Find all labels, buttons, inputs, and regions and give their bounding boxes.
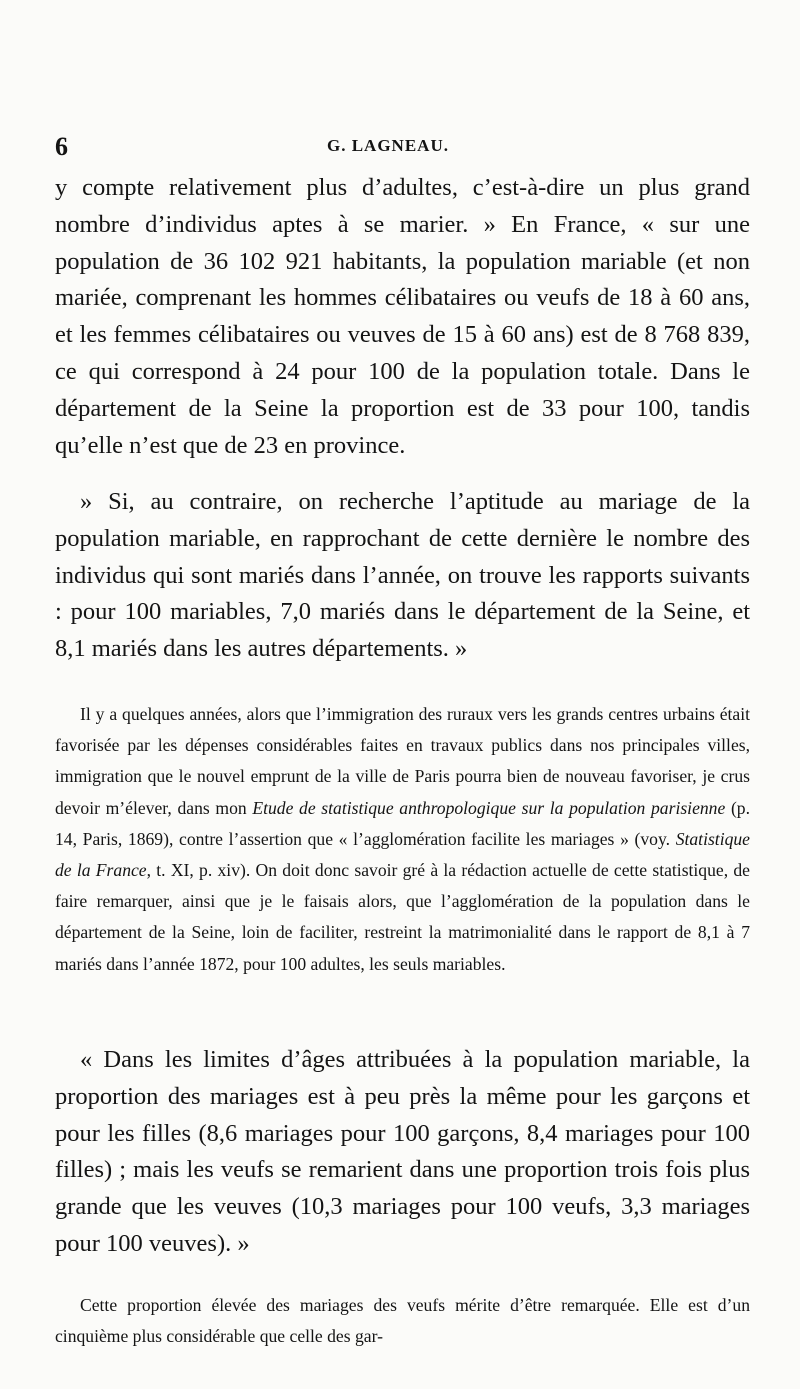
footnote-1-cited-source: Statistique de la France [55,828,750,881]
page-header [55,132,755,162]
footnote-2: Cette proportion élevée des mariages des veufs mérite d’être remarquée. Elle est d’un cinquième plus considérable que celle des gar- [55,1295,750,1347]
footnote-1-text-c: , t. XI, p. xiv). On doit donc savoir gré à la rédaction actuelle de cette statistique, de faire remarquer, ainsi que je le faisais alors, que l’agglomération de la population dans le département de la Seine, loin de faciliter, restreint la matrimonialité dans le rapport de 8,1 à 7 mariés dans l’année 1872, pour 100 adultes, les seuls mariables. [55,860,750,974]
paragraph-3: « Dans les limites d’âges attribuées à la population mariable, la proportion des mariages est à peu près la même pour les garçons et pour les filles (8,6 mariages pour 100 garçons, 8,4 mariages pour 100 filles) ; mais les veufs se remarient dans une proportion trois fois plus grande que les veuves (10,3 mariages pour 100 veufs, 3,3 mariages pour 100 veuves). » [55,1046,750,1257]
paragraph-2: » Si, au contraire, on recherche l’aptitude au mariage de la population mariable, en rapprochant de cette dernière le nombre des individus qui sont mariés dans l’année, on trouve les rapports suivants : pour 100 mariables, 7,0 mariés dans le département de la Seine, et 8,1 mariés dans les autres départements. » [55,488,750,663]
footnote-1-cited-title: Etude de statistique anthropologique sur la population parisienne [252,797,726,818]
footnote-1-text-b: (p. 14, Paris, 1869), contre l’assertion que « l’agglomération facilite les mariages » (voy. [55,797,750,849]
footnote-1-text-a: Il y a quelques années, alors que l’immigration des ruraux vers les grands centres urbains était favorisée par les dépenses considérables faites en travaux publics dans nos principales villes, immigration que le nouvel emprunt de la ville de Paris pourra bien de nouveau favoriser, je crus devoir m’élever, dans mon [55,704,750,818]
paragraph-1: y compte relativement plus d’adultes, c’est-à-dire un plus grand nombre d’individus aptes à se marier. » En France, « sur une population de 36 102 921 habitants, la population mariable (et non mariée, comprenant les hommes célibataires ou veufs de 18 à 60 ans, et les femmes célibataires ou veuves de 15 à 60 ans) est de 8 768 839, ce qui correspond à 24 pour 100 de la population totale. Dans le département de la Seine la proportion est de 33 pour 100, tandis qu’elle n’est que de 23 en province. [55,174,750,459]
running-head: G. LAGNEAU. [327,136,449,155]
page-number: 6 [55,132,68,161]
footnote-1 [55,699,750,980]
